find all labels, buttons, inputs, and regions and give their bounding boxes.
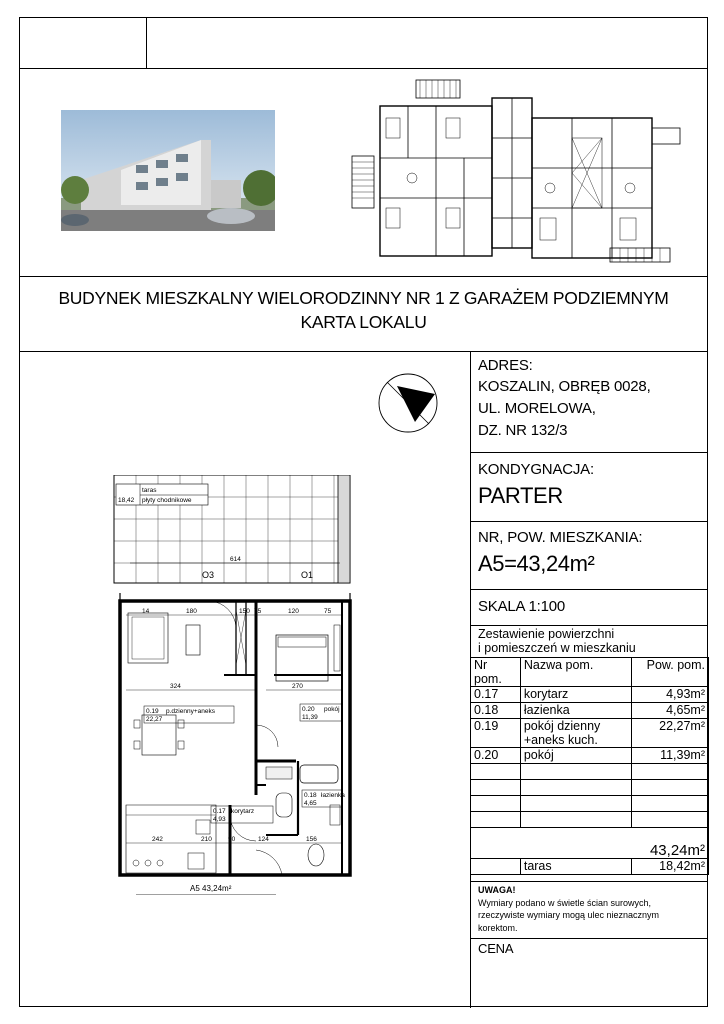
header-divider: [20, 68, 707, 69]
document-subtitle: KARTA LOKALU: [300, 312, 427, 332]
document-title: BUDYNEK MIESZKALNY WIELORODZINNY NR 1 Z GARAŻEM PODZIEMNYM: [58, 288, 669, 308]
room-name: korytarz: [520, 687, 631, 703]
dim-324: 324: [170, 683, 181, 690]
apartment-info-panel: [470, 351, 707, 1008]
divider: [470, 938, 707, 939]
dim-bottom-2: 210: [201, 836, 212, 843]
room-nr: 0.18: [471, 703, 521, 719]
room-020-name: pokój: [324, 706, 340, 713]
room-area: 22,27m²: [632, 719, 709, 748]
room-area: 4,65m²: [632, 703, 709, 719]
dim-top-1: 14: [142, 608, 150, 615]
table-row: [471, 703, 709, 719]
document-sheet: [19, 17, 708, 1007]
building-floor-plan-thumbnail: [350, 78, 688, 268]
divider: [470, 452, 707, 453]
terrace-description: płyty chodnikowe: [142, 497, 192, 504]
scale-label: SKALA 1:100: [478, 598, 566, 615]
room-nr: 0.20: [471, 748, 521, 764]
room-name: łazienka: [520, 703, 631, 719]
room-017-name: korytarz: [231, 808, 255, 815]
room-area: 11,39m²: [632, 748, 709, 764]
room-name-line-2: +aneks kuch.: [523, 733, 598, 747]
header-area: Pow. pom.: [632, 658, 709, 687]
notes-block: [478, 884, 659, 934]
room-018-name: łazienka: [321, 792, 345, 799]
dim-bottom-5: 156: [306, 836, 317, 843]
title-top-border: [20, 276, 707, 277]
room-name-line-1: pokój dzienny: [523, 719, 601, 733]
storey-label: KONDYGNACJA:: [478, 461, 594, 478]
notes-line-1: Wymiary podano w świetle ścian surowych,: [478, 897, 651, 908]
address-line-1: KOSZALIN, OBRĘB 0028,: [478, 378, 651, 395]
table-row: [471, 719, 709, 748]
rooms-table-caption: [478, 627, 636, 655]
terrace-label: taras: [142, 487, 157, 494]
dim-bottom-4: 124: [258, 836, 269, 843]
room-020-area: 11,39: [302, 714, 318, 721]
dim-top-5: 120: [288, 608, 299, 615]
dim-top-3: 150: [239, 608, 250, 615]
room-020-id: 0.20: [302, 706, 315, 713]
room-019-id: 0.19: [146, 708, 159, 715]
window-o3-label: O3: [202, 570, 215, 580]
rooms-table: [470, 657, 709, 875]
divider: [470, 625, 707, 626]
room-area: 4,93m²: [632, 687, 709, 703]
address-line-2: UL. MORELOWA,: [478, 400, 596, 417]
room-019-name: p.dzienny+aneks: [166, 708, 215, 715]
dim-top-2: 180: [186, 608, 197, 615]
address-label: ADRES:: [478, 357, 533, 374]
rooms-caption-line-2: i pomieszczeń w mieszkaniu: [478, 641, 636, 655]
room-018-area: 4,65: [304, 800, 317, 807]
notes-line-2: rzeczywiste wymiary mogą ulec nieznacznym: [478, 910, 660, 920]
building-rendering-image: [61, 110, 275, 231]
table-row-empty: [471, 812, 709, 828]
room-name: [520, 719, 631, 748]
terrace-area-label: 18,42: [118, 497, 135, 504]
divider: [470, 589, 707, 590]
apartment-label: NR, POW. MIESZKANIA:: [478, 529, 643, 546]
header-cell-divider: [146, 18, 147, 68]
dim-bottom-1: 242: [152, 836, 163, 843]
terrace-area: 18,42m²: [632, 859, 709, 875]
header-nr: Nr pom.: [471, 658, 521, 687]
rooms-caption-line-1: Zestawienie powierzchni: [478, 627, 615, 641]
room-nr: 0.17: [471, 687, 521, 703]
storey-value: PARTER: [478, 483, 563, 508]
table-row-empty: [471, 796, 709, 812]
table-row-empty: [471, 764, 709, 780]
divider: [470, 881, 707, 882]
dim-top-6: 75: [324, 608, 332, 615]
table-row: [471, 687, 709, 703]
room-019-area: 22,27: [146, 716, 163, 723]
apartment-value: A5=43,24m²: [478, 551, 595, 576]
dim-bottom-3: 90: [228, 836, 236, 843]
plan-caption: A5 43,24m²: [190, 884, 232, 893]
address-line-3: DZ. NR 132/3: [478, 422, 568, 439]
room-name: pokój: [520, 748, 631, 764]
apartment-floor-plan: [106, 475, 361, 895]
room-018-id: 0.18: [304, 792, 317, 799]
room-017-id: 0.17: [213, 808, 226, 815]
table-row-empty: [471, 780, 709, 796]
header-name: Nazwa pom.: [520, 658, 631, 687]
terrace-name: taras: [520, 859, 631, 875]
total-row: [471, 828, 709, 859]
room-nr: 0.19: [471, 719, 521, 748]
terrace-row: [471, 859, 709, 875]
notes-line-3: korektom.: [478, 922, 518, 933]
divider: [470, 521, 707, 522]
room-017-area: 4,93: [213, 816, 226, 823]
total-area: 43,24m²: [471, 828, 709, 859]
dim-614: 614: [230, 556, 241, 563]
table-header-row: [471, 658, 709, 687]
dim-top-4: 75: [254, 608, 262, 615]
table-row: [471, 748, 709, 764]
north-arrow-icon: [377, 372, 439, 434]
notes-title: UWAGA!: [478, 885, 516, 895]
dim-270: 270: [292, 683, 303, 690]
price-label: CENA: [478, 941, 514, 956]
window-o1-label: O1: [301, 570, 314, 580]
